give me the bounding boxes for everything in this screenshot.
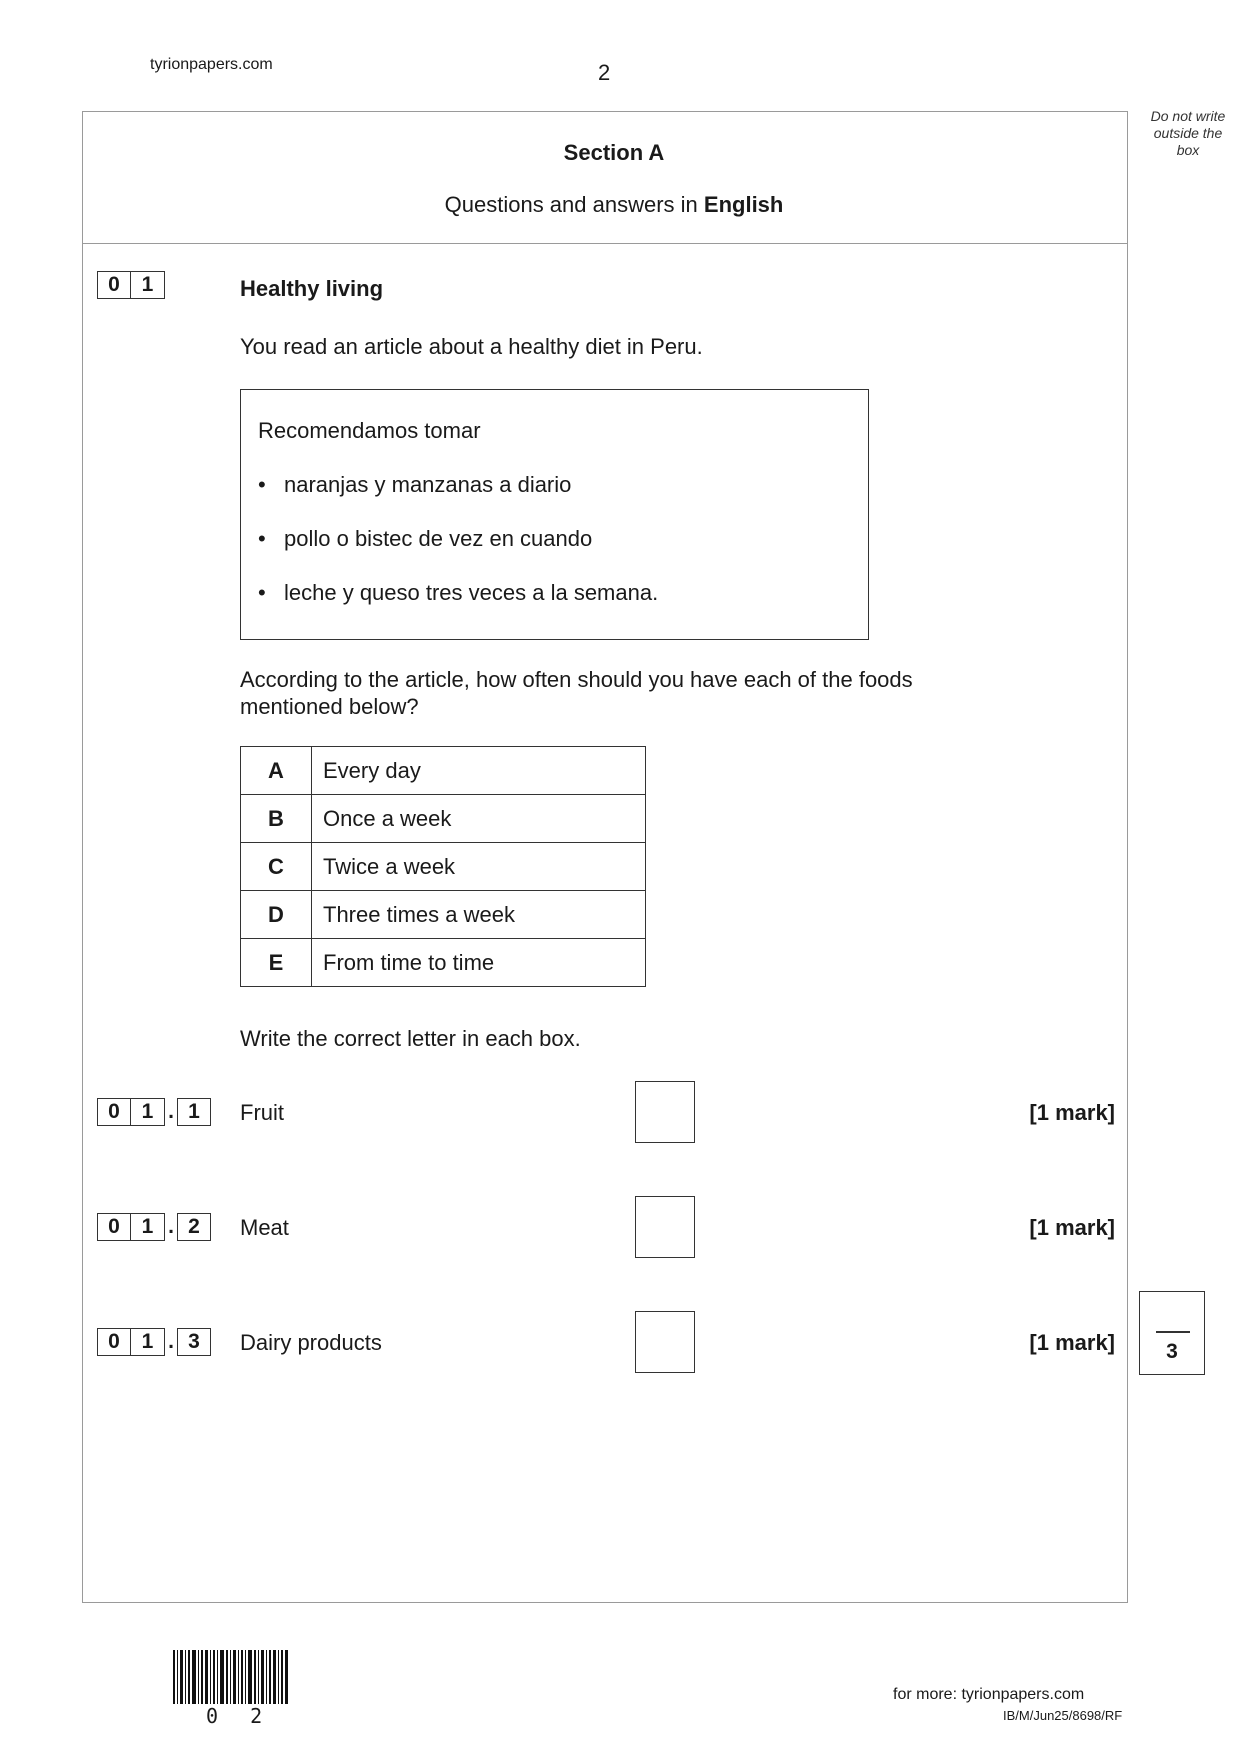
- part-digit: 1: [131, 1328, 165, 1356]
- margin-note: [1140, 108, 1236, 159]
- part-digit: 0: [97, 1213, 131, 1241]
- article-intro: Recomendamos tomar: [258, 418, 481, 443]
- option-letter: A: [241, 747, 312, 795]
- answer-instruction: Write the correct letter in each box.: [240, 1026, 581, 1051]
- question-prompt: [240, 666, 913, 720]
- part-number: [97, 1098, 211, 1126]
- answer-box-meat[interactable]: [635, 1196, 695, 1258]
- part-dot: .: [168, 1100, 174, 1123]
- part-dot: .: [168, 1330, 174, 1353]
- section-header-divider: [82, 243, 1128, 244]
- part-digit: 0: [97, 1328, 131, 1356]
- table-row: [241, 939, 646, 987]
- section-subtitle: [82, 192, 1146, 218]
- answer-box-dairy[interactable]: [635, 1311, 695, 1373]
- part-label: Dairy products: [240, 1330, 382, 1355]
- part-digit: 2: [177, 1213, 211, 1241]
- section-subtitle-language: English: [703, 192, 784, 217]
- option-label: From time to time: [312, 939, 646, 987]
- page-number: 2: [598, 60, 611, 85]
- bullet-icon: •: [258, 472, 266, 497]
- site-name: tyrionpapers.com: [150, 56, 273, 73]
- part-marks: [1 mark]: [1029, 1215, 1115, 1240]
- article-bullet-text: leche y queso tres veces a la semana.: [284, 580, 659, 605]
- option-letter: D: [241, 891, 312, 939]
- answer-box-fruit[interactable]: [635, 1081, 695, 1143]
- section-subtitle-text: Questions and answers in: [444, 192, 704, 217]
- question-prompt-line-1: According to the article, how often should you have each of the foods: [240, 667, 913, 692]
- part-label: Meat: [240, 1215, 289, 1240]
- article-bullet: [258, 472, 571, 498]
- barcode-number: 0 2: [206, 1704, 273, 1728]
- part-label: Fruit: [240, 1100, 284, 1125]
- option-letter: C: [241, 843, 312, 891]
- part-digit: 1: [131, 1098, 165, 1126]
- part-digit: 3: [177, 1328, 211, 1356]
- option-label: Three times a week: [312, 891, 646, 939]
- table-row: [241, 891, 646, 939]
- question-digit: 0: [97, 271, 131, 299]
- article-bullet-text: pollo o bistec de vez en cuando: [284, 526, 593, 551]
- section-title: Section A: [563, 140, 665, 165]
- question-digit: 1: [131, 271, 165, 299]
- bullet-icon: •: [258, 580, 266, 605]
- question-prompt-line-2: mentioned below?: [240, 694, 419, 719]
- table-row: [241, 747, 646, 795]
- footer-more-link: for more: tyrionpapers.com: [893, 1686, 1085, 1703]
- question-title: Healthy living: [240, 276, 384, 301]
- margin-note-line-1: Do not write: [1150, 108, 1226, 124]
- table-row: [241, 843, 646, 891]
- option-label: Once a week: [312, 795, 646, 843]
- bullet-icon: •: [258, 526, 266, 551]
- part-number: [97, 1213, 211, 1241]
- option-letter: B: [241, 795, 312, 843]
- barcode-icon: [173, 1650, 289, 1704]
- article-bullet: [258, 526, 592, 552]
- option-letter: E: [241, 939, 312, 987]
- part-digit: 1: [177, 1098, 211, 1126]
- footer-paper-code: IB/M/Jun25/8698/RF: [1003, 1708, 1123, 1723]
- part-marks: [1 mark]: [1029, 1330, 1115, 1355]
- table-row: [241, 795, 646, 843]
- option-label: Every day: [312, 747, 646, 795]
- part-marks: [1 mark]: [1029, 1100, 1115, 1125]
- score-box-rule: [1156, 1331, 1190, 1333]
- options-table: [240, 746, 646, 987]
- score-box-total: 3: [1166, 1340, 1178, 1363]
- part-number: [97, 1328, 211, 1356]
- margin-note-line-2: outside the: [1153, 125, 1223, 141]
- part-digit: 0: [97, 1098, 131, 1126]
- part-dot: .: [168, 1215, 174, 1238]
- question-number: [97, 271, 165, 299]
- option-label: Twice a week: [312, 843, 646, 891]
- article-bullet: [258, 580, 658, 606]
- margin-note-line-3: box: [1176, 142, 1200, 158]
- question-intro: You read an article about a healthy diet in Peru.: [240, 334, 703, 359]
- part-digit: 1: [131, 1213, 165, 1241]
- article-bullet-text: naranjas y manzanas a diario: [284, 472, 572, 497]
